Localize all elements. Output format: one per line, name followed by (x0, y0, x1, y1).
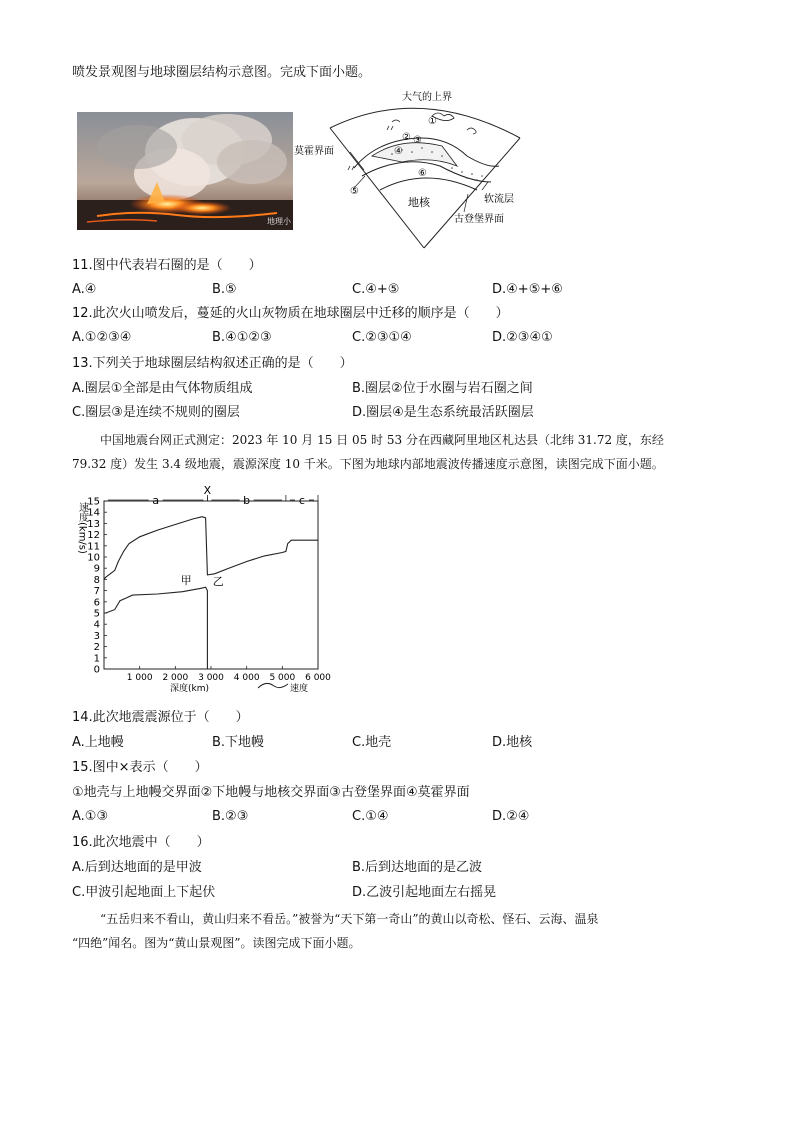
layer-3-label: ③ (413, 135, 422, 146)
y-tick-label: 0 (93, 664, 100, 676)
moho-label: 莫霍界面 (294, 146, 334, 157)
seismic-wave-chart (70, 484, 332, 700)
q15-option-a[interactable]: A.①③ (72, 809, 109, 824)
x-tick-label: 5 000 (269, 673, 296, 683)
x-tick-label: 3 000 (198, 673, 224, 683)
q13-option-a[interactable]: A.圈层①全部是由气体物质组成 (72, 381, 253, 396)
q16-option-c[interactable]: C.甲波引起地面上下起伏 (72, 885, 216, 900)
q16-stem: 16.此次地震中（ ） (72, 835, 210, 850)
earth-sphere-diagram (292, 86, 532, 252)
q13-stem: 13.下列关于地球圈层结构叙述正确的是（ ） (72, 356, 353, 371)
q15-option-b[interactable]: B.②③ (212, 809, 249, 824)
q16-option-b[interactable]: B.后到达地面的是乙波 (352, 860, 483, 875)
zone-label-c: c (298, 494, 305, 507)
layer-5-label: ⑤ (350, 186, 359, 197)
q16-option-d[interactable]: D.乙波引起地面左右摇晃 (352, 885, 497, 900)
x-tick-label: 4 000 (233, 673, 260, 683)
core-label: 地核 (408, 196, 430, 209)
series-line-yi (104, 517, 318, 580)
x-tick-label: 2 000 (162, 673, 189, 683)
x-tick-label: 6 000 (305, 673, 331, 683)
layer-6-label: ⑥ (418, 168, 427, 179)
gutenberg-label: 古登堡界面 (454, 214, 504, 225)
q15-option-d[interactable]: D.②④ (492, 809, 530, 824)
y-tick-label: 13 (87, 518, 100, 530)
q14-option-d[interactable]: D.地核 (492, 735, 533, 750)
quake-intro-line-2: 79.32 度）发生 3.4 级地震，震源深度 10 千米。下图为地球内部地震波传播速度示意图，读图完成下面小题。 (72, 457, 664, 471)
q13-option-c[interactable]: C.圈层③是连续不规则的圈层 (72, 405, 240, 420)
legend-label: 速度 (290, 684, 309, 694)
series-line-jia (104, 587, 207, 669)
atmosphere-top-label: 大气的上界 (402, 92, 452, 103)
intro-text: 喷发景观图与地球圈层结构示意图。完成下面小题。 (72, 65, 372, 80)
zone-x-label: X (203, 484, 212, 497)
y-tick-label: 5 (93, 608, 100, 620)
q11-option-a[interactable]: A.④ (72, 282, 97, 297)
q11-option-d[interactable]: D.④+⑤+⑥ (492, 282, 563, 297)
q14-option-a[interactable]: A.上地幔 (72, 735, 124, 750)
y-tick-label: 6 (93, 597, 100, 609)
y-tick-label: 4 (93, 619, 100, 631)
y-axis-label: 速度(km/s) (76, 502, 88, 554)
layer-1-label: ① (428, 116, 437, 127)
asthenosphere-label: 软流层 (484, 194, 514, 205)
q16-option-a[interactable]: A.后到达地面的是甲波 (72, 860, 202, 875)
q12-option-a[interactable]: A.①②③④ (72, 330, 132, 345)
huangshan-intro-line-2: “四绝”闻名。图为“黄山景观图”。读图完成下面小题。 (72, 936, 361, 950)
y-tick-label: 8 (93, 574, 100, 586)
y-tick-label: 3 (93, 630, 100, 642)
layer-4-label: ④ (394, 146, 403, 157)
huangshan-intro-line-1: “五岳归来不看山，黄山归来不看岳。”被誉为“天下第一奇山”的黄山以奇松、怪石、云海、温泉 (100, 912, 599, 926)
y-tick-label: 2 (93, 642, 100, 654)
y-tick-label: 14 (87, 507, 100, 519)
q12-stem: 12.此次火山喷发后，蔓延的火山灰物质在地球圈层中迁移的顺序是（ ） (72, 306, 509, 321)
q15-stem: 15.图中×表示（ ） (72, 760, 208, 775)
legend-swatch (258, 683, 288, 688)
zone-label-b: b (243, 494, 251, 507)
y-tick-label: 11 (87, 541, 100, 553)
q14-option-b[interactable]: B.下地幔 (212, 735, 265, 750)
q12-option-d[interactable]: D.②③④① (492, 330, 553, 345)
q12-option-c[interactable]: C.②③①④ (352, 330, 412, 345)
q13-option-b[interactable]: B.圈层②位于水圈与岩石圈之间 (352, 381, 533, 396)
quake-intro-line-1: 中国地震台网正式测定：2023 年 10 月 15 日 05 时 53 分在西藏阿里地区札达县（北纬 31.72 度，东经 (100, 433, 664, 447)
q15-statements: ①地壳与上地幔交界面②下地幔与地核交界面③古登堡界面④莫霍界面 (72, 785, 470, 800)
series-label-yi: 乙 (212, 575, 224, 588)
watermark: 地理小 (267, 217, 291, 226)
volcano-photo (77, 112, 293, 230)
series-label-jia: 甲 (180, 573, 192, 587)
y-tick-label: 9 (93, 563, 100, 575)
y-tick-label: 12 (87, 530, 100, 542)
zone-label-a: a (152, 494, 160, 507)
q11-option-b[interactable]: B.⑤ (212, 282, 237, 297)
y-tick-label: 1 (93, 653, 100, 665)
layer-2-label: ② (402, 132, 411, 143)
q14-option-c[interactable]: C.地壳 (352, 735, 392, 750)
x-tick-label: 1 000 (126, 673, 153, 683)
x-axis-label: 深度(km) (170, 684, 210, 694)
q11-stem: 11.图中代表岩石圈的是（ ） (72, 258, 262, 273)
y-tick-label: 15 (87, 496, 100, 508)
q15-option-c[interactable]: C.①④ (352, 809, 389, 824)
q11-option-c[interactable]: C.④+⑤ (352, 282, 400, 297)
plot-frame (104, 501, 318, 669)
q12-option-b[interactable]: B.④①②③ (212, 330, 272, 345)
y-tick-label: 7 (93, 586, 100, 598)
q13-option-d[interactable]: D.圈层④是生态系统最活跃圈层 (352, 405, 534, 420)
y-tick-label: 10 (87, 552, 100, 564)
q14-stem: 14.此次地震震源位于（ ） (72, 710, 249, 725)
